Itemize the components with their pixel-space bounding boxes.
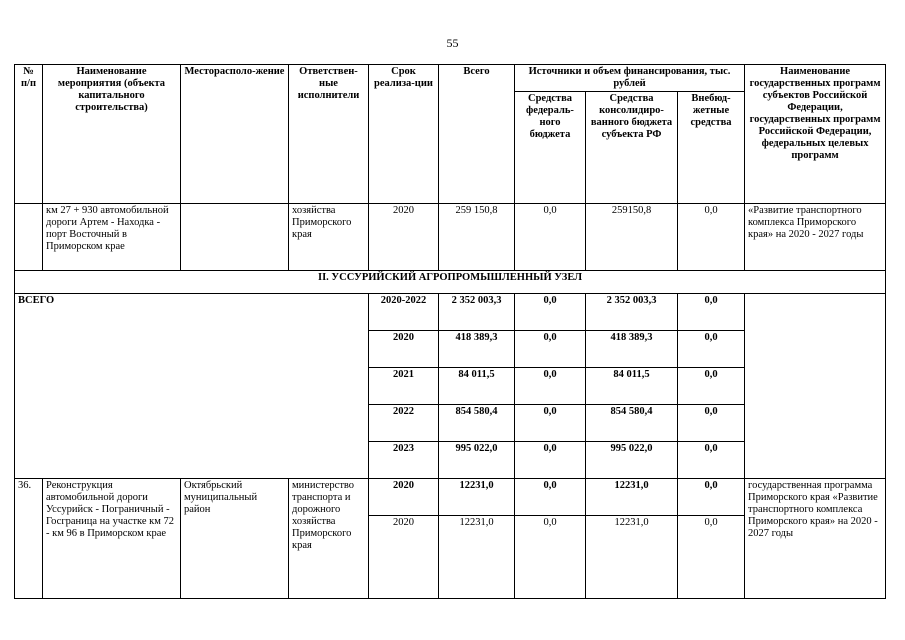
total-federal: 0,0 bbox=[515, 331, 586, 368]
total-term: 2020 bbox=[369, 331, 439, 368]
header-programs: Наименование государственных программ субъектов Российской Федерации, государственных программ Российской Федерации, федеральных целевых программ bbox=[745, 65, 886, 204]
row-36-programs: государственная программа Приморского края «Развитие транспортного комплекса Приморского края» на 2020 - 2027 годы bbox=[745, 479, 886, 599]
continued-programs: «Развитие транспортного комплекса Приморского края» на 2020 - 2027 годы bbox=[745, 204, 886, 271]
row-36-extra: 0,0 bbox=[678, 516, 745, 599]
header-location: Месторасполо-жение bbox=[181, 65, 289, 204]
row-36-total: 12231,0 bbox=[439, 516, 515, 599]
row-36-term: 2020 bbox=[369, 479, 439, 516]
continued-responsible: хозяйства Приморского края bbox=[289, 204, 369, 271]
total-total: 854 580,4 bbox=[439, 405, 515, 442]
row-36-name: Реконструкция автомобильной дороги Уссурийск - Пограничный - Госграница на участке км 72 - км 96 в Приморском крае bbox=[43, 479, 181, 599]
header-row-1 bbox=[15, 65, 886, 92]
total-regional: 84 011,5 bbox=[586, 368, 678, 405]
continued-extra: 0,0 bbox=[678, 204, 745, 271]
total-total: 418 389,3 bbox=[439, 331, 515, 368]
total-extra: 0,0 bbox=[678, 442, 745, 479]
row-36-extra: 0,0 bbox=[678, 479, 745, 516]
total-extra: 0,0 bbox=[678, 331, 745, 368]
total-row-0 bbox=[15, 294, 886, 331]
continued-num bbox=[15, 204, 43, 271]
row-36-regional: 12231,0 bbox=[586, 516, 678, 599]
total-federal: 0,0 bbox=[515, 405, 586, 442]
section-row bbox=[15, 271, 886, 294]
continued-row bbox=[15, 204, 886, 271]
continued-name: км 27 + 930 автомобильной дороги Артем - Находка - порт Восточный в Приморском крае bbox=[43, 204, 181, 271]
row-36-federal: 0,0 bbox=[515, 516, 586, 599]
total-regional: 2 352 003,3 bbox=[586, 294, 678, 331]
row-36-location: Октябрьский муниципальный район bbox=[181, 479, 289, 599]
continued-regional: 259150,8 bbox=[586, 204, 678, 271]
row-36-term: 2020 bbox=[369, 516, 439, 599]
continued-federal: 0,0 bbox=[515, 204, 586, 271]
total-term: 2021 bbox=[369, 368, 439, 405]
total-federal: 0,0 bbox=[515, 442, 586, 479]
row-36-total: 12231,0 bbox=[439, 479, 515, 516]
header-num: № п/п bbox=[15, 65, 43, 204]
total-label: ВСЕГО bbox=[15, 294, 369, 479]
row-36-responsible: министерство транспорта и дорожного хозяйства Приморского края bbox=[289, 479, 369, 599]
header-responsible: Ответствен-ные исполнители bbox=[289, 65, 369, 204]
total-extra: 0,0 bbox=[678, 368, 745, 405]
total-federal: 0,0 bbox=[515, 368, 586, 405]
total-regional: 854 580,4 bbox=[586, 405, 678, 442]
header-federal: Средства федераль-ного бюджета bbox=[515, 92, 586, 204]
row-36-federal: 0,0 bbox=[515, 479, 586, 516]
total-term: 2022 bbox=[369, 405, 439, 442]
header-sources: Источники и объем финансирования, тыс. рублей bbox=[515, 65, 745, 92]
continued-term: 2020 bbox=[369, 204, 439, 271]
section-title: II. УССУРИЙСКИЙ АГРОПРОМЫШЛЕННЫЙ УЗЕЛ bbox=[15, 271, 886, 294]
total-regional: 418 389,3 bbox=[586, 331, 678, 368]
total-extra: 0,0 bbox=[678, 294, 745, 331]
continued-total: 259 150,8 bbox=[439, 204, 515, 271]
total-extra: 0,0 bbox=[678, 405, 745, 442]
header-total: Всего bbox=[439, 65, 515, 204]
header-term: Срок реализа-ции bbox=[369, 65, 439, 204]
total-term: 2023 bbox=[369, 442, 439, 479]
total-programs bbox=[745, 294, 886, 479]
financing-table bbox=[14, 64, 886, 599]
row-36-regional: 12231,0 bbox=[586, 479, 678, 516]
total-total: 995 022,0 bbox=[439, 442, 515, 479]
total-term: 2020-2022 bbox=[369, 294, 439, 331]
header-name: Наименование мероприятия (объекта капитального строительства) bbox=[43, 65, 181, 204]
page-number: 55 bbox=[446, 36, 459, 50]
header-extra: Внебюд-жетные средства bbox=[678, 92, 745, 204]
row-36-line-1 bbox=[15, 479, 886, 516]
total-total: 84 011,5 bbox=[439, 368, 515, 405]
row-36-num: 36. bbox=[15, 479, 43, 599]
total-regional: 995 022,0 bbox=[586, 442, 678, 479]
continued-location bbox=[181, 204, 289, 271]
header-regional: Средства консолидиро-ванного бюджета субъекта РФ bbox=[586, 92, 678, 204]
total-total: 2 352 003,3 bbox=[439, 294, 515, 331]
total-federal: 0,0 bbox=[515, 294, 586, 331]
